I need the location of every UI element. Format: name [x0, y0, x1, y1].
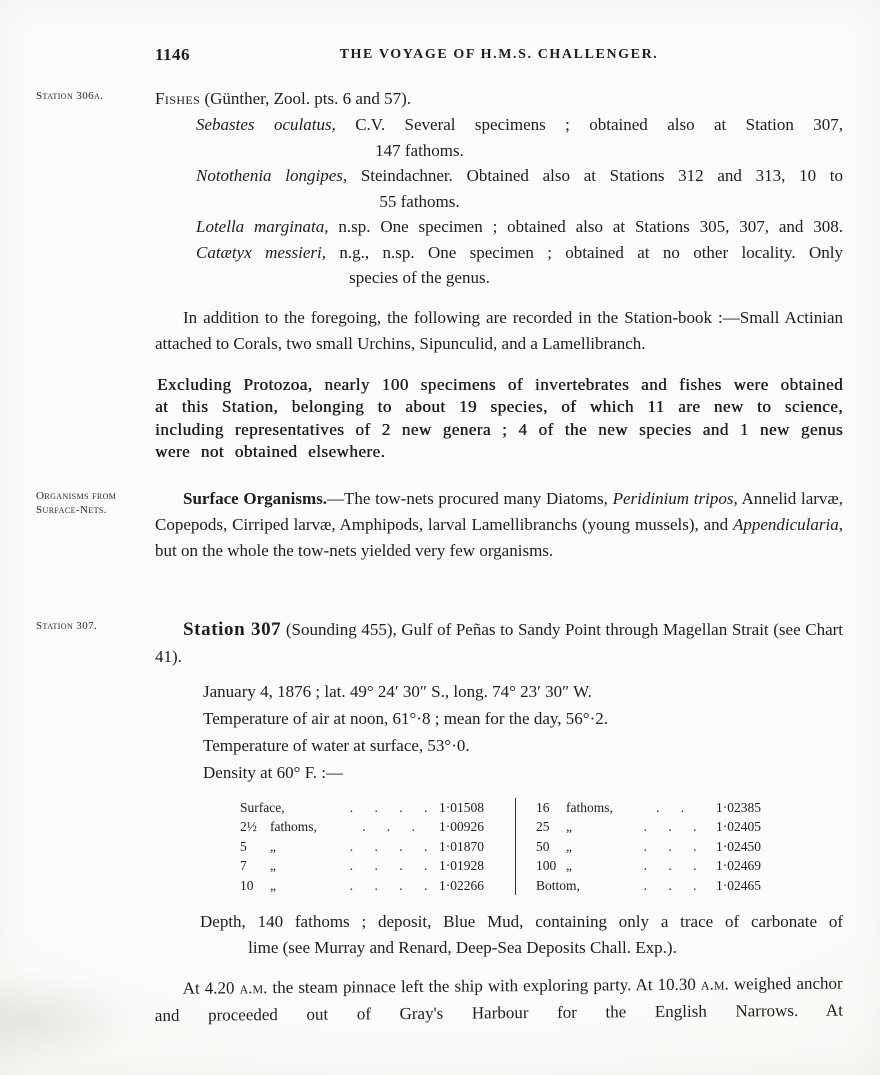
species-name: Lotella marginata,: [196, 217, 329, 236]
fishes-heading-rest: (Günther, Zool. pts. 6 and 57).: [200, 89, 412, 108]
section-station-307: [36, 616, 843, 1030]
depth-paragraph: Depth, 140 fathoms ; deposit, Blue Mud, containing only a trace of carbonate of lime (see Murray and Renard, Deep-Sea Deposits Chall. Exp.).: [200, 912, 843, 957]
species-entry-line: [196, 112, 843, 138]
dot-leader: . . . .: [349, 799, 428, 815]
fishes-heading: [155, 86, 843, 112]
species-description: Steindachner. Obtained also at Stations 312 and 313, 10 to: [347, 166, 843, 185]
species-name: Peridinium tripos: [612, 488, 734, 508]
paragraph-surface-organisms: Surface Organisms.—The tow-nets procured many Diatoms, Peridinium tripos, Annelid larvæ, Copepods, Cirriped larvæ, Amphipods, larval Lamellibranchs (young mussels), and Appendicularia, but on the whole the tow-nets yielded very few organisms.: [155, 488, 844, 560]
density-value: 1·01508: [439, 799, 484, 815]
table-row: 5 „ . . . . 1·01870: [240, 837, 501, 857]
density-value: 1·00926: [439, 819, 484, 834]
detail-density-label: Density at 60° F. :—: [203, 762, 344, 782]
table-row: 100 „ . . . 1·02469: [536, 856, 778, 876]
table-row: 10 „ . . . . 1·02266: [240, 876, 501, 896]
species-entry-line: [196, 240, 843, 266]
am-smallcaps: a.m.: [700, 974, 729, 994]
dot-leader: . . . .: [349, 858, 428, 873]
species-entry: [196, 163, 843, 214]
density-value: 1·02450: [716, 838, 761, 854]
density-value: 1·02465: [716, 877, 761, 893]
section-surface-organisms: [36, 486, 844, 564]
dot-leader: . . .: [643, 838, 697, 854]
table-row: Surface, . . . . 1·01508: [240, 798, 501, 818]
species-entry-line: [196, 163, 843, 189]
dot-leader: . .: [655, 799, 685, 815]
page-number: 1146: [155, 45, 191, 64]
text-block: [36, 0, 844, 1029]
dot-leader: . . . .: [349, 838, 428, 854]
dot-leader: . . . .: [349, 877, 428, 893]
species-description: C.V. Several specimens ; obtained also at Station 307,: [335, 115, 844, 134]
table-row: 25 „ . . . 1·02405: [536, 817, 778, 837]
species-entry-turnover: 55 fathoms.: [379, 191, 460, 211]
closing-paragraph: At 4.20 a.m. the steam pinnace left the ship with exploring party. At 10.30 a.m. weighed anchor and proceeded out of Gray's Harbour for the English Narrows. At: [154, 973, 843, 1026]
margin-note-organisms: Organisms from Surface-Nets.: [36, 489, 117, 516]
station-307-title: Station 307: [183, 618, 282, 640]
margin-note-station-307: Station 307.: [36, 619, 98, 632]
dot-leader: . . .: [643, 877, 697, 893]
density-table-right-column: [516, 798, 778, 896]
density-value: 1·02266: [439, 877, 484, 893]
density-table-left-column: [240, 798, 516, 896]
density-value: 1·02385: [716, 799, 761, 815]
station-details: [203, 678, 843, 786]
species-entry-line: [196, 214, 843, 240]
table-row: 7 „ . . . . 1·01928: [240, 856, 501, 876]
detail-date-position: January 4, 1876 ; lat. 49° 24′ 30″ S., long. 74° 23′ 30″ W.: [203, 681, 592, 701]
species-description: n.sp. One specimen ; obtained also at Stations 305, 307, and 308.: [328, 217, 843, 236]
density-value: 1·01928: [439, 858, 484, 873]
paragraph-species-summary: Excluding Protozoa, nearly 100 specimens of invertebrates and fishes were obtained at this Station, belonging to about 19 species, of which 11 are new to science, including representatives of 2 new genera ; 4 of the new species and 1 new genus were not obtained elsewhere.: [155, 374, 843, 461]
density-table: [240, 798, 843, 896]
surface-organisms-lead: Surface Organisms.: [183, 488, 328, 508]
detail-water-temperature: Temperature of water at surface, 53°·0.: [203, 735, 470, 755]
section-station-306a: [36, 86, 844, 291]
am-smallcaps: a.m.: [239, 978, 268, 998]
species-entry-turnover: 147 fathoms.: [375, 140, 464, 160]
table-row: Bottom, . . . 1·02465: [536, 876, 778, 896]
table-row: 2½ fathoms, . . . 1·00926: [240, 817, 501, 837]
dot-leader: . . .: [643, 819, 697, 834]
detail-air-temperature: Temperature of air at noon, 61°·8 ; mean for the day, 56°·2.: [203, 708, 608, 728]
species-entry: [196, 112, 843, 163]
dot-leader: . . .: [362, 819, 415, 834]
density-value: 1·02469: [716, 858, 761, 873]
paragraph-station-book: In addition to the foregoing, the following are recorded in the Station-book :—Small Actinian attached to Corals, two small Urchins, Sipunculid, and a Lamellibranch.: [155, 307, 843, 353]
species-name: Notothenia longipes,: [196, 166, 348, 185]
station-307-heading: [155, 616, 843, 670]
running-title: THE VOYAGE OF H.M.S. CHALLENGER.: [339, 47, 659, 62]
species-name: Catætyx messieri,: [196, 242, 326, 262]
species-entry: [196, 240, 843, 291]
dot-leader: . . .: [643, 858, 697, 873]
species-description: n.g., n.sp. One specimen ; obtained at no other locality. Only: [326, 242, 843, 262]
species-entry: [196, 214, 843, 240]
margin-note-station-306a: Station 306a.: [36, 90, 104, 102]
species-entry-turnover: species of the genus.: [349, 268, 490, 287]
density-value: 1·01870: [439, 838, 484, 854]
table-row: 16 fathoms, . . 1·02385: [536, 798, 778, 818]
table-row: 50 „ . . . 1·02450: [536, 837, 778, 857]
species-name: Sebastes oculatus,: [196, 115, 336, 134]
density-value: 1·02405: [716, 819, 761, 834]
station-307-subtitle: (Sounding 455), Gulf of Peñas to Sandy Point through Magellan Strait (see Chart 41).: [155, 619, 843, 666]
page-header: [155, 0, 843, 68]
species-name: Appendicularia: [732, 514, 839, 534]
fishes-heading-smallcaps: Fishes: [155, 89, 201, 108]
